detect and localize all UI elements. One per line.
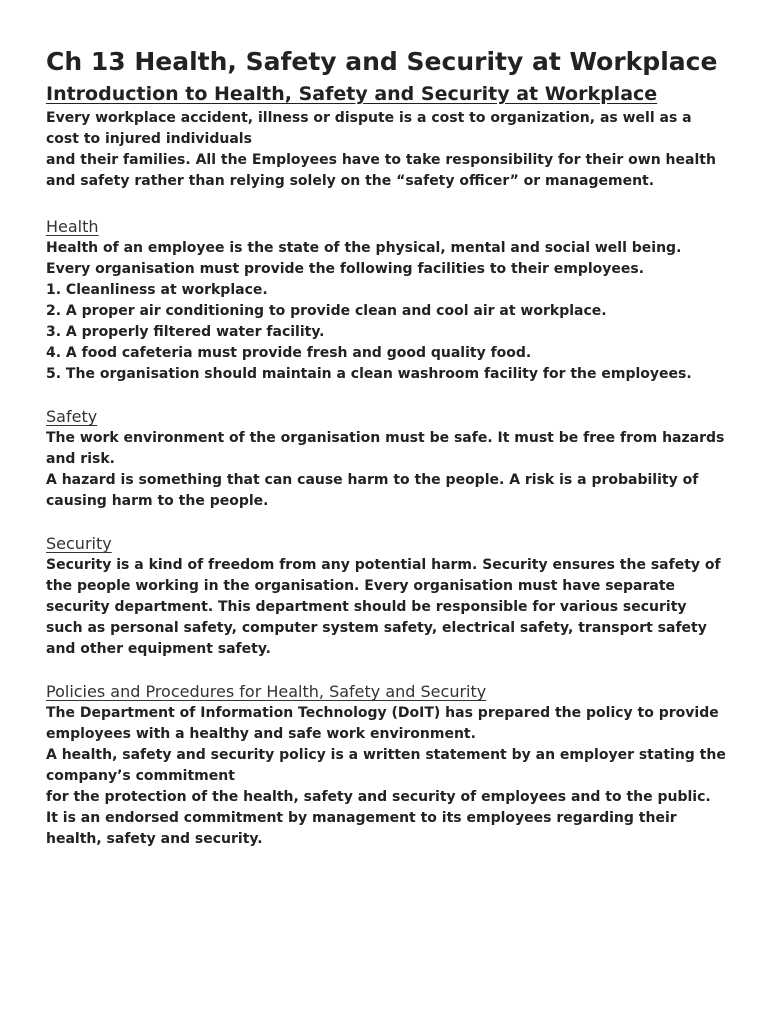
policies-paragraph-1: The Department of Information Technology (DoIT) has prepared the policy to provide employees with a healthy and safe work environment. <box>46 705 719 742</box>
health-list-item-2: 2. A proper air conditioning to provide clean and cool air at workplace. <box>46 303 607 319</box>
health-list-item-5: 5. The organisation should maintain a clean washroom facility for the employees. <box>46 366 692 382</box>
security-paragraph: Security is a kind of freedom from any potential harm. Security ensures the safety of the people working in the organisation. Every organisation must have separate security department. This department should be responsible for various security such as personal safety, computer system safety, electrical safety, transport safety and other equipment safety. <box>46 557 721 657</box>
safety-paragraph-1: The work environment of the organisation must be safe. It must be free from hazards and risk. <box>46 430 725 467</box>
intro-paragraph-2: and their families. All the Employees have to take responsibility for their own health and safety rather than relying solely on the “safety officer” or management. <box>46 152 716 189</box>
health-list-item-3: 3. A properly filtered water facility. <box>46 324 325 340</box>
health-heading: Health <box>46 217 99 236</box>
safety-heading: Safety <box>46 407 98 426</box>
policies-paragraph-2: A health, safety and security policy is a written statement by an employer stating the company’s commitment <box>46 747 726 784</box>
policies-heading: Policies and Procedures for Health, Safety and Security <box>46 682 487 701</box>
health-paragraph: Health of an employee is the state of the physical, mental and social well being. Every organisation must provide the following facilities to their employees. <box>46 240 682 277</box>
intro-heading: Introduction to Health, Safety and Security at Workplace <box>46 83 658 105</box>
security-heading: Security <box>46 534 112 553</box>
page-title: Ch 13 Health, Safety and Security at Workplace <box>46 47 718 76</box>
policies-paragraph-3: for the protection of the health, safety and security of employees and to the public. It is an endorsed commitment by management to its employees regarding their health, safety and security. <box>46 789 711 847</box>
safety-paragraph-2: A hazard is something that can cause harm to the people. A risk is a probability of causing harm to the people. <box>46 472 699 509</box>
health-list-item-1: 1. Cleanliness at workplace. <box>46 282 268 298</box>
health-list-item-4: 4. A food cafeteria must provide fresh and good quality food. <box>46 345 532 361</box>
document-page <box>46 44 726 850</box>
intro-paragraph-1: Every workplace accident, illness or dispute is a cost to organization, as well as a cost to injured individuals <box>46 110 692 147</box>
